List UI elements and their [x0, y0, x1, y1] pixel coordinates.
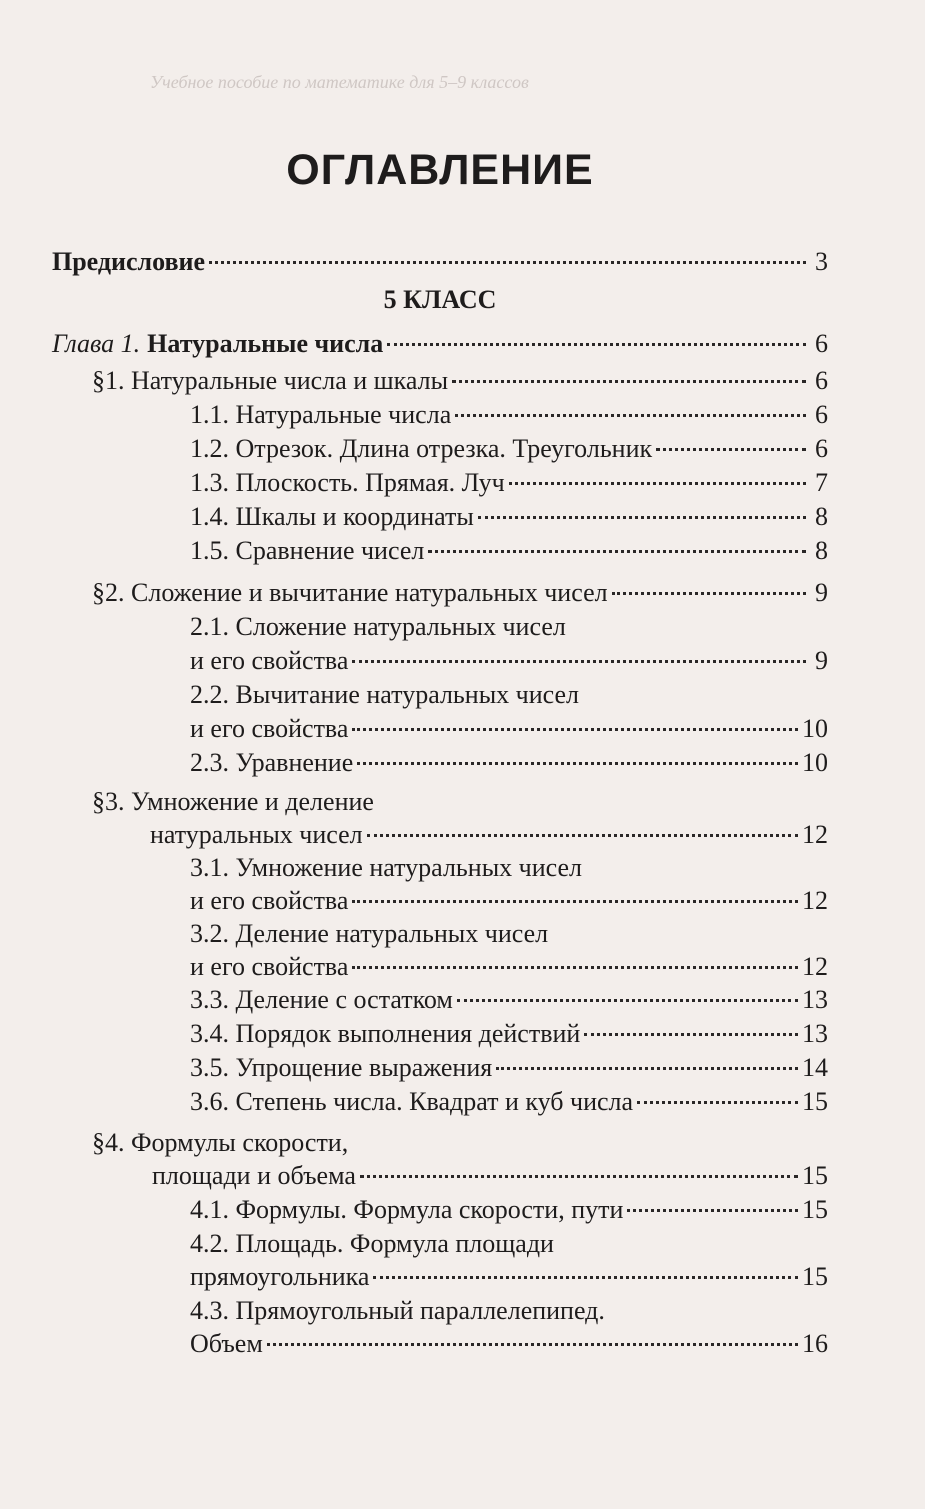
toc-page-number: 10	[802, 714, 828, 743]
toc-page-number: 15	[802, 1262, 828, 1291]
toc-label: 3.4. Порядок выполнения действий	[190, 1019, 581, 1048]
toc-label: 1.5. Сравнение чисел	[190, 536, 425, 565]
toc-entry-3-2-line1[interactable]	[0, 917, 925, 951]
toc-page-number: 16	[802, 1329, 828, 1358]
dot-leader	[352, 900, 798, 903]
dot-leader	[455, 414, 806, 417]
toc-label: 1.3. Плоскость. Прямая. Луч	[190, 468, 505, 497]
toc-label-continued: и его свойства	[190, 886, 349, 915]
toc-entry-2-2-line2[interactable]	[0, 712, 925, 746]
toc-entry-2-3[interactable]	[0, 746, 925, 780]
toc-page-number: 6	[815, 400, 828, 429]
toc-label: 1.1. Натуральные числа	[190, 400, 452, 429]
toc-entry-3-6[interactable]	[0, 1085, 925, 1119]
toc-page-number: 13	[802, 985, 828, 1014]
toc-entry-3-4[interactable]	[0, 1017, 925, 1051]
toc-entry-2-1-line2[interactable]	[0, 644, 925, 678]
toc-label-continued: и его свойства	[190, 646, 349, 675]
dot-leader	[367, 834, 798, 837]
toc-label: §2. Сложение и вычитание натуральных чисел	[92, 578, 608, 607]
dot-leader	[373, 1276, 798, 1279]
toc-entry-section-3-line1[interactable]	[0, 785, 925, 819]
dot-leader	[452, 380, 806, 383]
toc-label: 2.3. Уравнение	[190, 748, 354, 777]
page-title: ОГЛАВЛЕНИЕ	[286, 146, 594, 194]
toc-label-continued: Объем	[190, 1329, 263, 1358]
toc-label-continued: и его свойства	[190, 952, 349, 981]
toc-page-number: 15	[802, 1195, 828, 1224]
dot-leader	[267, 1343, 798, 1346]
dot-leader	[360, 1175, 798, 1178]
toc-label: 4.1. Формулы. Формула скорости, пути	[190, 1195, 624, 1224]
dot-leader	[428, 550, 806, 553]
toc-entry-3-1-line1[interactable]	[0, 851, 925, 885]
dot-leader	[352, 728, 798, 731]
toc-label: 3.5. Упрощение выражения	[190, 1053, 493, 1082]
toc-entry-3-2-line2[interactable]	[0, 950, 925, 984]
toc-label: 3.1. Умножение натуральных чисел	[190, 853, 583, 882]
toc-label-continued: натуральных чисел	[150, 820, 363, 849]
chapter-prefix: Глава 1.	[52, 329, 141, 358]
toc-entry-section-4-line1[interactable]	[0, 1126, 925, 1160]
toc-label: Предисловие	[52, 247, 206, 276]
toc-entry-section-3-line2[interactable]	[0, 818, 925, 852]
toc-entry-1-4[interactable]	[0, 500, 925, 534]
toc-page-number: 15	[802, 1161, 828, 1190]
toc-page-number: 15	[802, 1087, 828, 1116]
toc-entry-4-1[interactable]	[0, 1193, 925, 1227]
dot-leader	[612, 592, 806, 595]
toc-label: Натуральные числа	[147, 329, 384, 358]
toc-entry-1-1[interactable]	[0, 398, 925, 432]
dot-leader	[509, 482, 806, 485]
toc-label: 2.2. Вычитание натуральных чисел	[190, 680, 580, 709]
toc-label: 3.3. Деление с остатком	[190, 985, 453, 1014]
dot-leader	[209, 261, 806, 264]
toc-page-number: 12	[802, 820, 828, 849]
toc-label: §1. Натуральные числа и шкалы	[92, 366, 449, 395]
toc-page-number: 8	[815, 536, 828, 565]
toc-entry-4-2-line2[interactable]	[0, 1260, 925, 1294]
dot-leader	[637, 1101, 798, 1104]
dot-leader	[457, 999, 798, 1002]
toc-entry-4-3-line2[interactable]	[0, 1327, 925, 1361]
dot-leader	[584, 1033, 798, 1036]
toc-entry-3-5[interactable]	[0, 1051, 925, 1085]
toc-entry-1-3[interactable]	[0, 466, 925, 500]
toc-entry-2-2-line1[interactable]	[0, 678, 925, 712]
dot-leader	[496, 1067, 798, 1070]
toc-entry-1-2[interactable]	[0, 432, 925, 466]
dot-leader	[656, 448, 806, 451]
toc-entry-section-2[interactable]	[0, 576, 925, 610]
toc-label: §4. Формулы скорости,	[92, 1128, 349, 1157]
toc-page-number: 9	[815, 646, 828, 675]
grade-heading: 5 КЛАСС	[383, 285, 497, 314]
toc-page-number: 9	[815, 578, 828, 607]
toc-label: 4.2. Площадь. Формула площади	[190, 1229, 554, 1258]
toc-page-number: 6	[815, 329, 828, 358]
toc-page-number: 14	[802, 1053, 828, 1082]
toc-label: 1.2. Отрезок. Длина отрезка. Треугольник	[190, 434, 653, 463]
toc-page-number: 6	[815, 434, 828, 463]
toc-page-number: 7	[815, 468, 828, 497]
dot-leader	[352, 660, 806, 663]
toc-page-number: 8	[815, 502, 828, 531]
toc-label-continued: прямоугольника	[190, 1262, 370, 1291]
toc-page-number: 6	[815, 366, 828, 395]
toc-entry-2-1-line1[interactable]	[0, 610, 925, 644]
toc-entry-chapter-1[interactable]	[0, 327, 925, 361]
toc-label: §3. Умножение и деление	[92, 787, 374, 816]
dot-leader	[627, 1209, 798, 1212]
toc-label: 4.3. Прямоугольный параллелепипед.	[190, 1296, 605, 1325]
running-head: Учебное пособие по математике для 5–9 классов	[150, 72, 529, 92]
toc-page-number: 13	[802, 1019, 828, 1048]
toc-entry-4-2-line1[interactable]	[0, 1227, 925, 1261]
toc-label: 3.6. Степень числа. Квадрат и куб числа	[190, 1087, 634, 1116]
toc-page-number: 3	[815, 247, 828, 276]
toc-page-number: 10	[802, 748, 828, 777]
toc-entry-4-3-line1[interactable]	[0, 1294, 925, 1328]
toc-entry-3-3[interactable]	[0, 983, 925, 1017]
dot-leader	[478, 516, 806, 519]
toc-label: 2.1. Сложение натуральных чисел	[190, 612, 566, 641]
toc-label-continued: площади и объема	[152, 1161, 356, 1190]
toc-label: 1.4. Шкалы и координаты	[190, 502, 474, 531]
toc-entry-3-1-line2[interactable]	[0, 884, 925, 918]
toc-entry-preface[interactable]	[0, 245, 925, 279]
toc-entry-section-1[interactable]	[0, 364, 925, 398]
dot-leader	[352, 966, 798, 969]
toc-entry-1-5[interactable]	[0, 534, 925, 568]
toc-entry-section-4-line2[interactable]	[0, 1159, 925, 1193]
toc-label: 3.2. Деление натуральных чисел	[190, 919, 549, 948]
toc-page-number: 12	[802, 952, 828, 981]
toc-label-continued: и его свойства	[190, 714, 349, 743]
dot-leader	[357, 762, 798, 765]
dot-leader	[387, 343, 806, 346]
toc-page-number: 12	[802, 886, 828, 915]
